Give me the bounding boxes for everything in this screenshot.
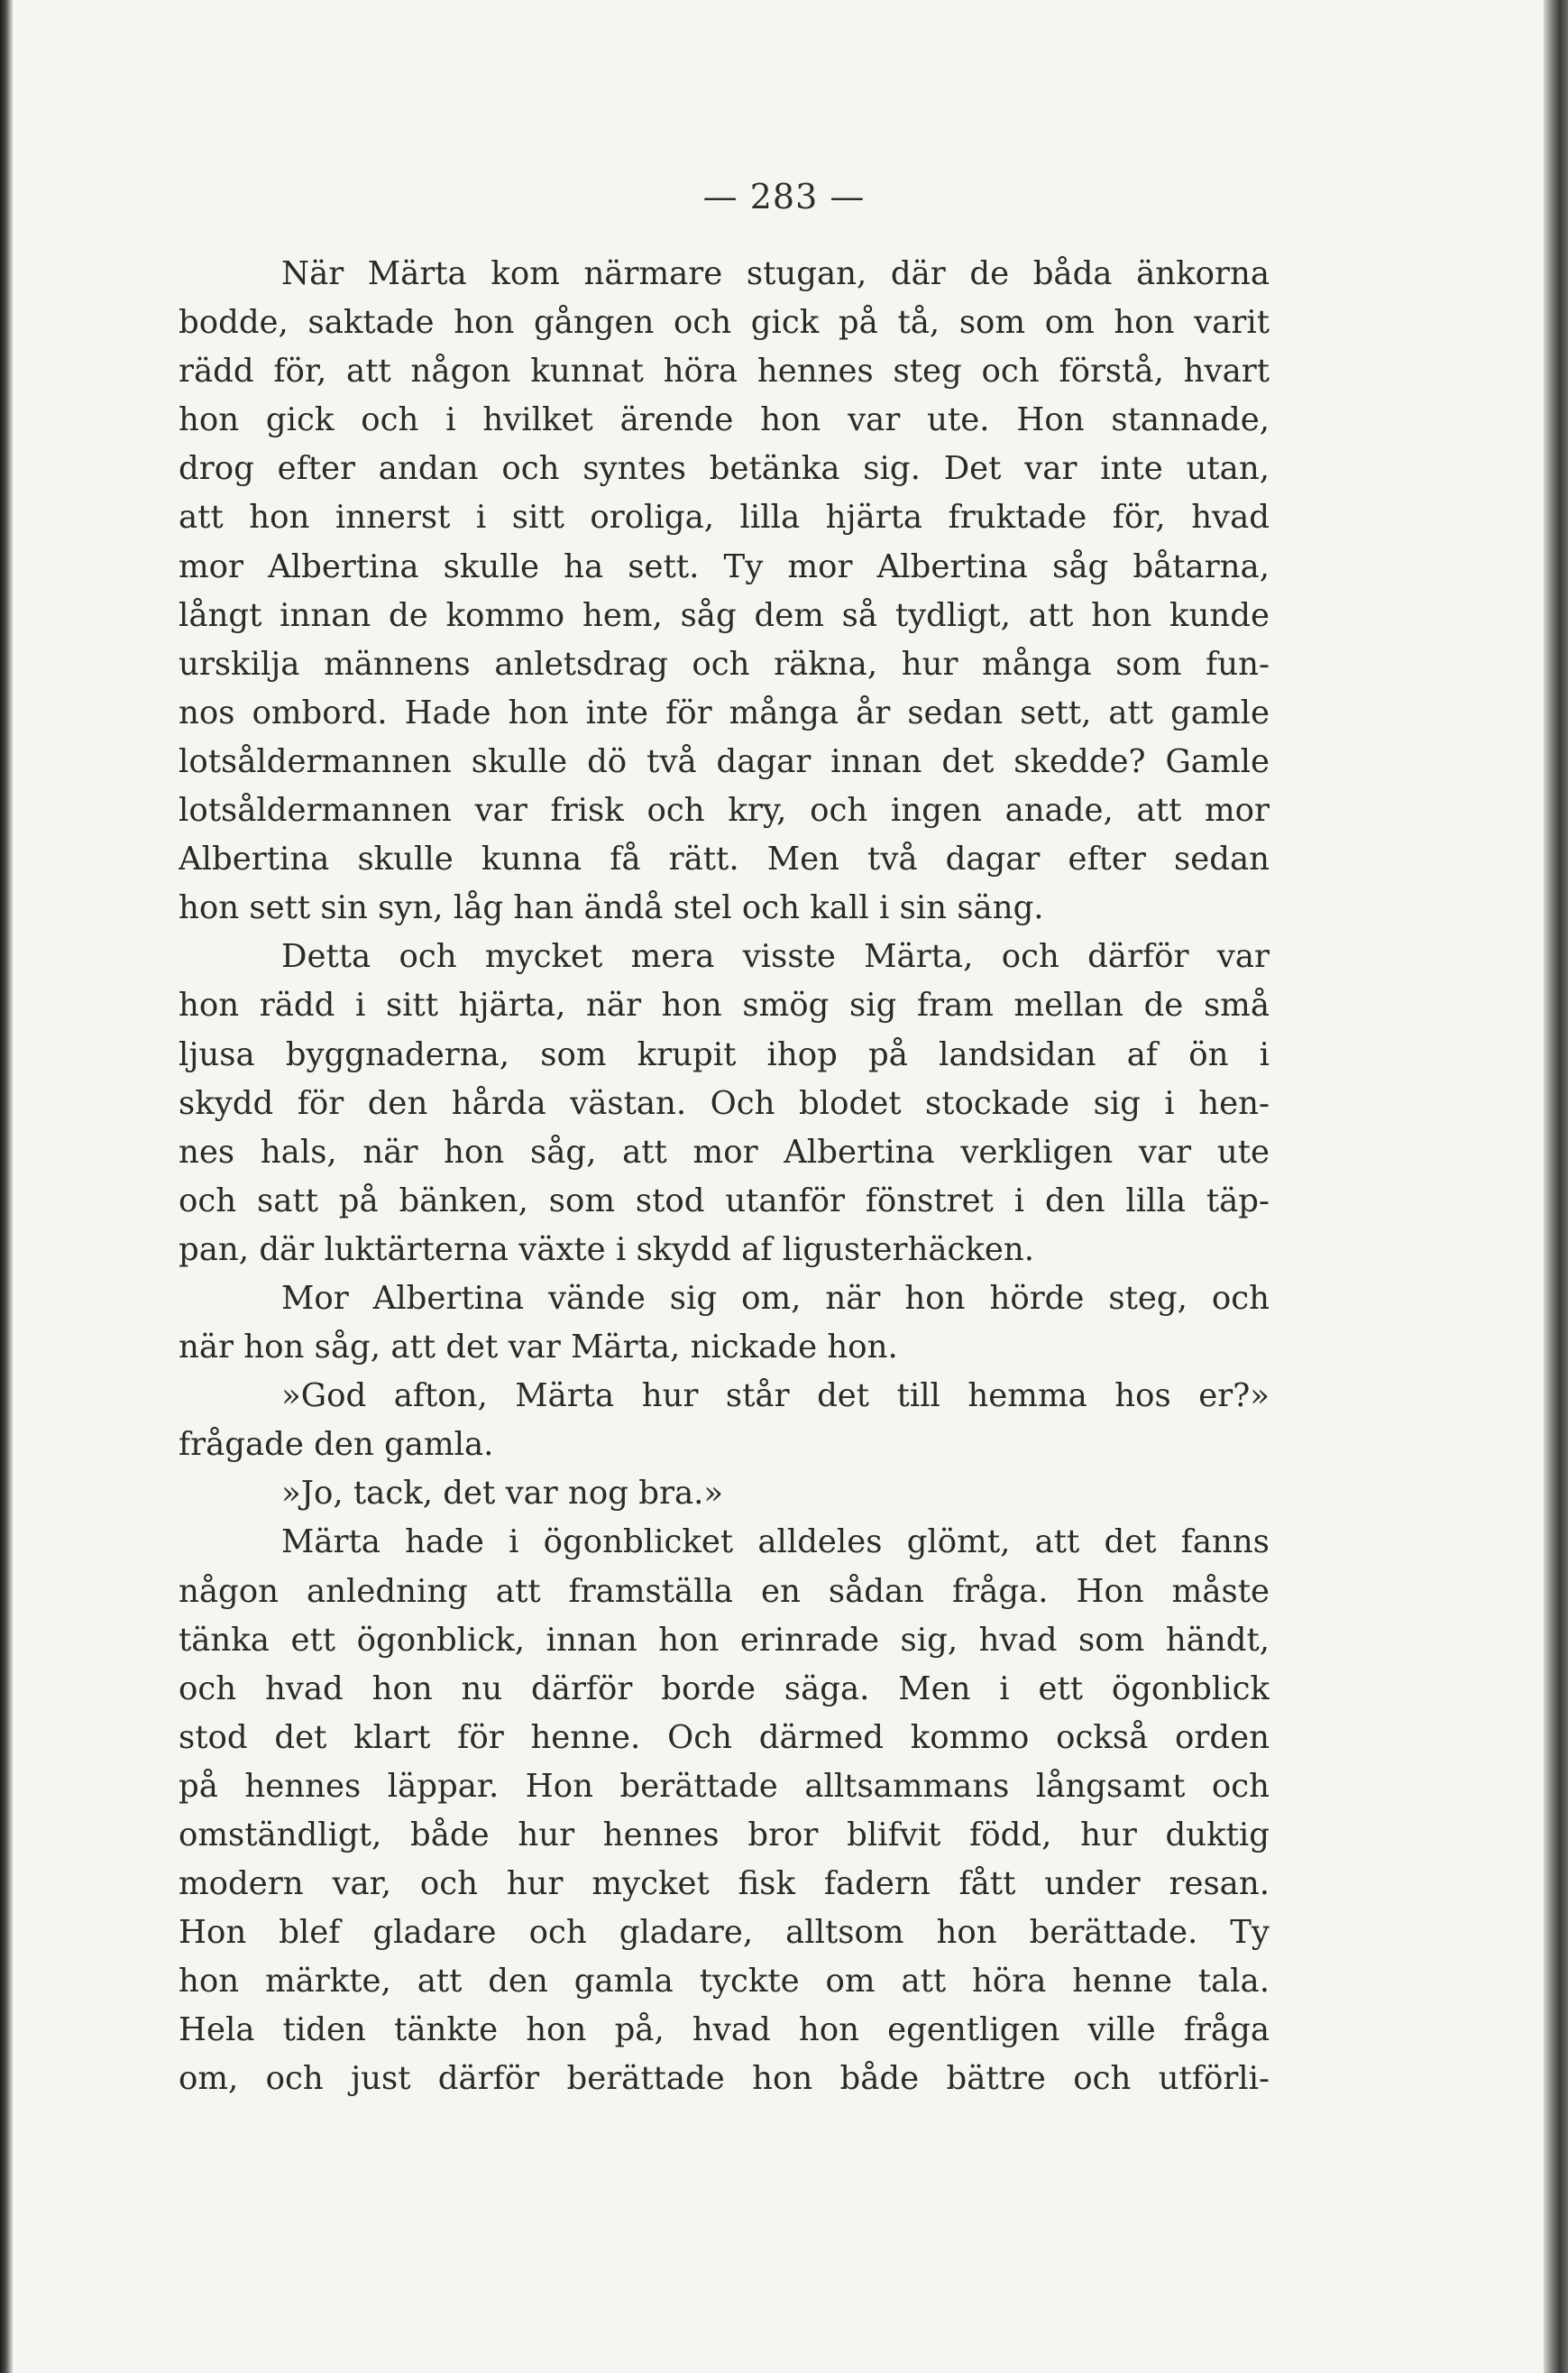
- text-line: bodde, saktade hon gången och gick på tå, som om hon varit: [179, 304, 1270, 342]
- text-line: »Jo, tack, det var nog bra.»: [281, 1475, 724, 1513]
- text-line: omständligt, både hur hennes bror blifvit född, hur duktig: [179, 1817, 1270, 1853]
- text-line: rädd för, att någon kunnat höra hennes steg och förstå, hvart: [179, 353, 1270, 391]
- text-line: hon gick och i hvilket ärende hon var ute. Hon stannade,: [179, 401, 1270, 439]
- text-line: frågade den gamla.: [179, 1426, 494, 1464]
- text-line: »God afton, Märta hur står det till hemma hos er?»: [281, 1377, 1270, 1415]
- text-line: Albertina skulle kunna få rätt. Men två dagar efter sedan: [179, 841, 1270, 878]
- text-line: hon märkte, att den gamla tyckte om att höra henne tala.: [179, 1963, 1270, 2000]
- text-line: nes hals, när hon såg, att mor Albertina verkligen var ute: [179, 1133, 1270, 1171]
- text-line: ljusa byggnaderna, som krupit ihop på landsidan af ön i: [179, 1035, 1270, 1073]
- text-line: att hon innerst i sitt oroliga, lilla hjärta fruktade för, hvad: [179, 499, 1270, 537]
- text-line: modern var, och hur mycket fisk fadern fått under resan.: [179, 1865, 1270, 1903]
- text-line: om, och just därför berättade hon både bättre och utförli-: [179, 2060, 1270, 2098]
- text-line: när hon såg, att det var Märta, nickade hon.: [179, 1329, 898, 1366]
- scan-left-edge: [0, 0, 13, 2373]
- text-line: Hon blef gladare och gladare, alltsom hon berättade. Ty: [179, 1914, 1270, 1952]
- text-line: stod det klart för henne. Och därmed kommo också orden: [179, 1718, 1270, 1756]
- text-line: långt innan de kommo hem, såg dem så tydligt, att hon kunde: [179, 596, 1270, 634]
- text-line: på hennes läppar. Hon berättade alltsammans långsamt och: [179, 1767, 1270, 1805]
- text-line: tänka ett ögonblick, innan hon erinrade sig, hvad som händt,: [179, 1621, 1270, 1659]
- text-line: skydd för den hårda västan. Och blodet stockade sig i hen-: [179, 1084, 1270, 1122]
- text-line: När Märta kom närmare stugan, där de båda änkorna: [281, 255, 1270, 292]
- text-line: hon sett sin syn, låg han ändå stel och kall i sin säng.: [179, 889, 1044, 927]
- text-line: drog efter andan och syntes betänka sig. Det var inte utan,: [179, 450, 1270, 488]
- text-line: lotsåldermannen skulle dö två dagar innan det skedde? Gamle: [179, 742, 1270, 780]
- text-line: mor Albertina skulle ha sett. Ty mor Albertina såg båtarna,: [179, 547, 1270, 585]
- text-line: och satt på bänken, som stod utanför fönstret i den lilla täp-: [179, 1182, 1270, 1219]
- text-line: nos ombord. Hade hon inte för många år sedan sett, att gamle: [179, 694, 1270, 731]
- text-line: och hvad hon nu därför borde säga. Men i ett ögonblick: [179, 1669, 1270, 1707]
- text-line: hon rädd i sitt hjärta, när hon smög sig fram mellan de små: [179, 987, 1270, 1025]
- text-line: lotsåldermannen var frisk och kry, och ingen anade, att mor: [179, 792, 1270, 830]
- scan-right-edge: [1544, 0, 1568, 2373]
- text-line: någon anledning att framställa en sådan fråga. Hon måste: [179, 1572, 1270, 1610]
- text-line: Mor Albertina vände sig om, när hon hörde steg, och: [281, 1279, 1270, 1317]
- text-line: pan, där luktärterna växte i skydd af ligusterhäcken.: [179, 1230, 1035, 1268]
- text-line: urskilja männens anletsdrag och räkna, hur många som fun-: [179, 645, 1270, 683]
- body-text: [179, 250, 1270, 2104]
- page-number: — 283 —: [702, 177, 866, 216]
- text-line: Detta och mycket mera visste Märta, och därför var: [281, 938, 1270, 976]
- text-line: Hela tiden tänkte hon på, hvad hon egentligen ville fråga: [179, 2011, 1270, 2049]
- text-line: Märta hade i ögonblicket alldeles glömt, att det fanns: [281, 1523, 1270, 1561]
